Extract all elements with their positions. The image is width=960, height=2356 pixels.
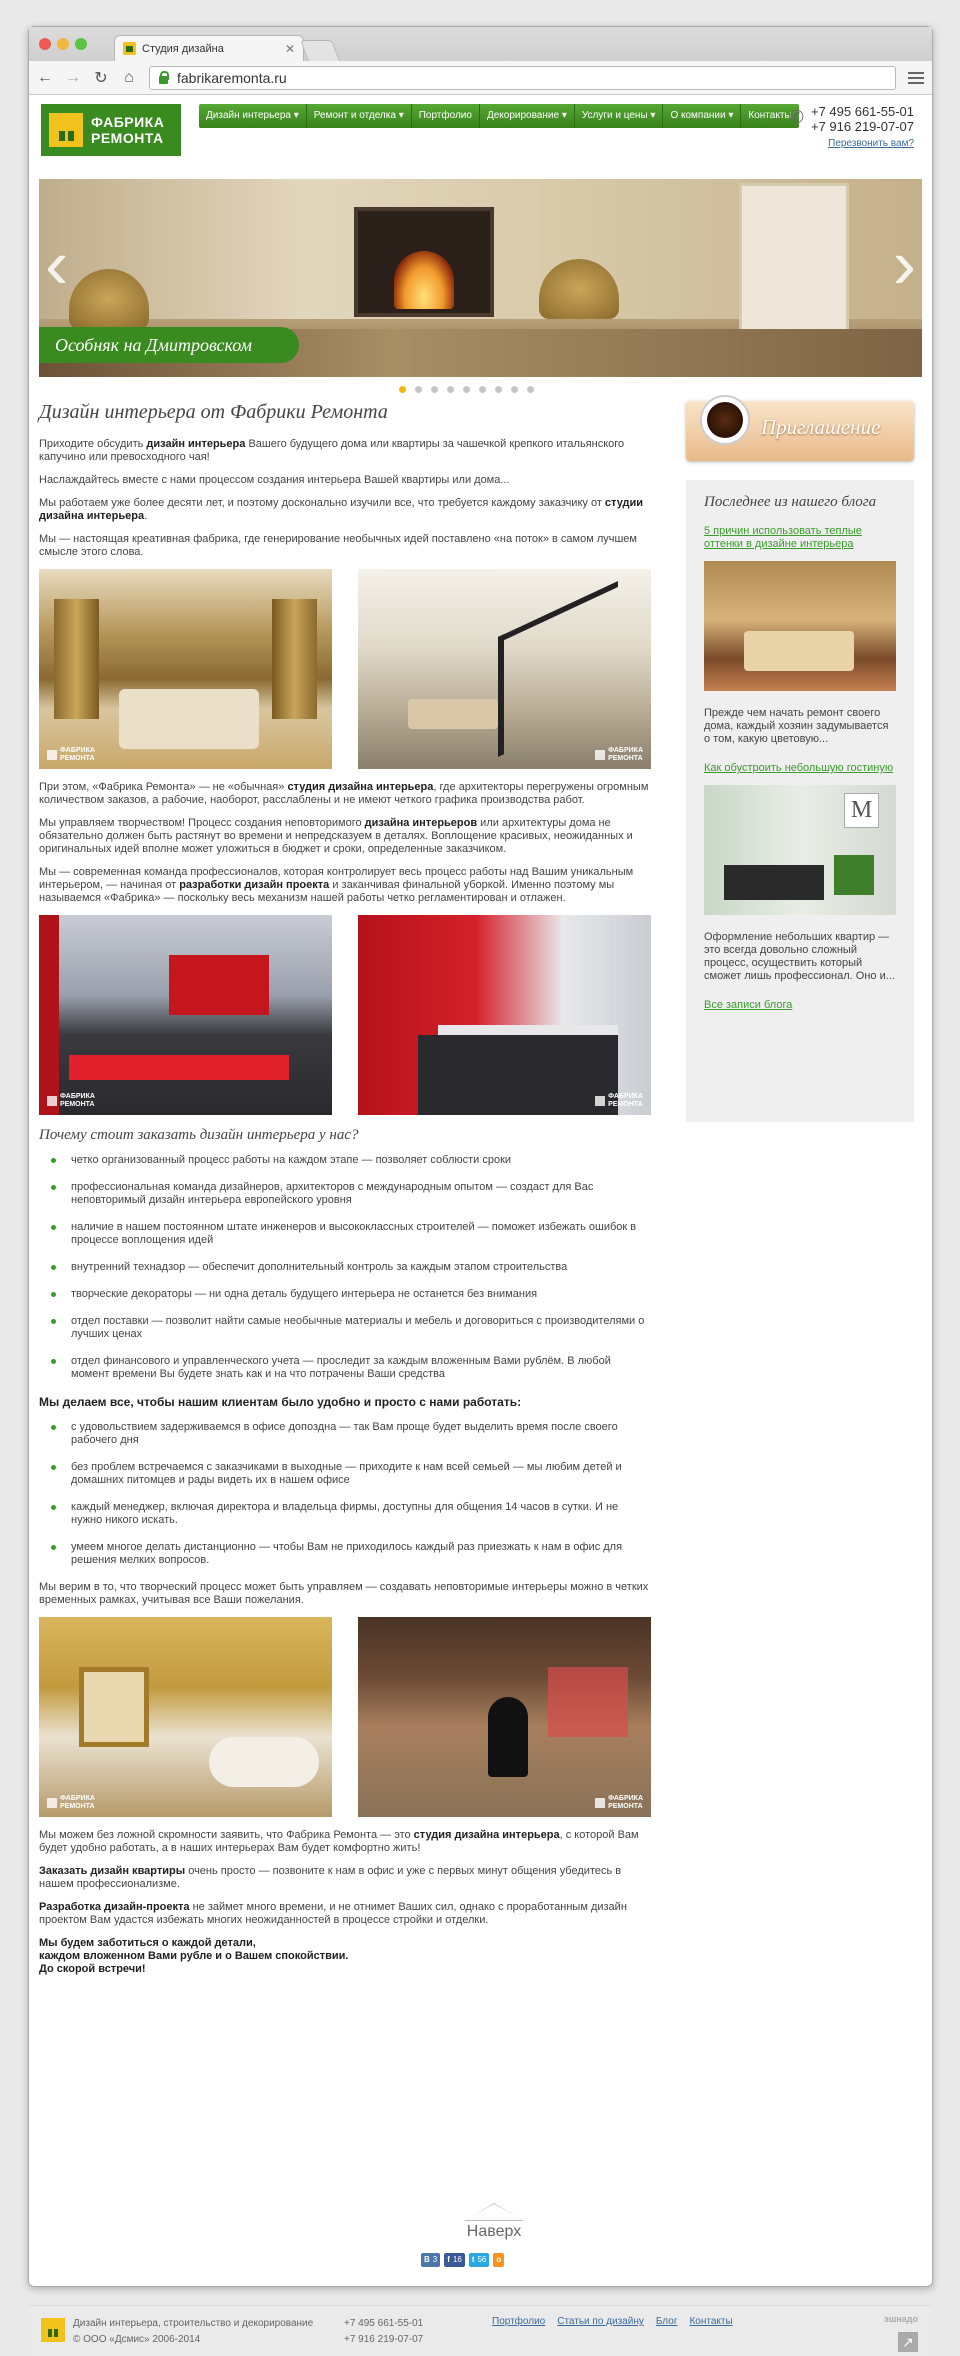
window-controls (39, 38, 87, 50)
footer-link-articles[interactable]: Статьи по дизайну (557, 2316, 644, 2327)
nav-item-renovation[interactable]: Ремонт и отделка ▾ (307, 104, 412, 128)
invitation-banner[interactable] (686, 401, 914, 461)
nav-item-decoration[interactable]: Декорирование ▾ (480, 104, 575, 128)
comfort-item: каждый менеджер, включая директора и владельца фирмы, доступны для общения 14 часов в сутки. И не нужно никого искать. (39, 1501, 651, 1527)
back-arrow-icon[interactable]: ← (37, 68, 53, 86)
close-window-button[interactable] (39, 38, 51, 50)
slider-dot[interactable] (399, 386, 406, 393)
photo-row-1 (39, 569, 651, 769)
photo-kitchen-2[interactable] (358, 915, 651, 1115)
main-navigation (199, 104, 799, 128)
blog-post-2-link[interactable]: Как обустроить небольшую гостиную (704, 762, 894, 774)
browser-tab[interactable] (114, 35, 304, 61)
nav-item-portfolio[interactable]: Портфолио (412, 104, 480, 128)
paragraph-process: Наслаждайтесь вместе с нами процессом создания интерьера Вашей квартиры или дома... (39, 474, 510, 486)
paragraph-factory: Мы — настоящая креативная фабрика, где генерирование необычных идей поставлено «на поток» в самом лучшем смысле этого слова. (39, 533, 637, 558)
blog-sidebar (686, 480, 914, 1122)
closing-statement: Мы будем заботиться о каждой детали, каждом вложенном Вами рубле и о Вашем спокойствии. До скорой встречи! (39, 1937, 349, 1975)
photo-watermark: ФАБРИКА РЕМОНТА (47, 1093, 95, 1109)
social-count: 56 (477, 2255, 487, 2264)
slide-caption[interactable]: Особняк на Дмитровском шоссе (39, 327, 299, 363)
comfort-item: без проблем встречаемся с заказчиками в выходные — приходите к нам всей семьей — мы любим детей и домашних питомцев и рады видеть их в нашем офисе (39, 1461, 651, 1487)
main-content (39, 401, 651, 1986)
paragraph-order: Заказать дизайн квартиры очень просто — позвоните к нам в офис и уже с первых минут общения убедитесь в нашем профессионализме. (39, 1865, 622, 1890)
photo-bedroom[interactable] (39, 569, 332, 769)
tab-bar (29, 27, 932, 61)
slider-dot[interactable] (463, 386, 470, 393)
social-share-button[interactable] (444, 2253, 465, 2267)
blog-post-2-image[interactable]: M (704, 785, 896, 915)
site-footer (29, 2305, 932, 2356)
social-icon: f (447, 2255, 450, 2264)
logo-line1: ФАБРИКА (91, 114, 165, 130)
phone-1: +7 495 661-55-01 (810, 104, 914, 119)
footer-phone-1: +7 495 661-55-01 (344, 2318, 424, 2329)
invitation-label: Приглашение (761, 415, 881, 439)
photo-watermark: ФАБРИКА РЕМОНТА (47, 1795, 95, 1811)
header-phones (788, 104, 914, 151)
reload-icon[interactable]: ↻ (94, 69, 108, 87)
slider-dot[interactable] (527, 386, 534, 393)
photo-dining-stairs[interactable] (358, 569, 651, 769)
back-to-top-button[interactable] (459, 2203, 529, 2241)
photo-kitchen-1[interactable] (39, 915, 332, 1115)
photo-row-2 (39, 915, 651, 1115)
footer-copyright: © ООО «Дсмис» 2006-2014 (73, 2334, 201, 2345)
phone-icon: ✆ (788, 107, 805, 127)
logo-text (91, 114, 164, 146)
footer-phone-2: +7 916 219-07-07 (344, 2334, 424, 2345)
photo-watermark: ФАБРИКА РЕМОНТА (595, 1795, 643, 1811)
browser-toolbar (29, 61, 932, 95)
paragraph-project: Разработка дизайн-проекта не займет много времени, и не отнимет Ваших сил, однако с проработанным дизайн проектом Вам удастся избежать многих неожиданностей в процессе стройки и отделки. (39, 1901, 627, 1926)
favicon-icon (123, 42, 136, 55)
why-us-heading: Почему стоит заказать дизайн интерьера у нас? (39, 1127, 359, 1143)
minimize-window-button[interactable] (57, 38, 69, 50)
why-item: профессиональная команда дизайнеров, архитекторов с международным опытом — создаст для Вас неповторимый дизайн интерьера европейского уровня (39, 1181, 651, 1207)
paragraph-experience: Мы работаем уже более десяти лет, и поэтому досконально изучили все, что требуется каждому заказчику от студии дизайна интерьера. (39, 497, 644, 522)
logo-house-icon (49, 113, 83, 147)
maximize-window-button[interactable] (75, 38, 87, 50)
footer-link-portfolio[interactable]: Портфолио (492, 2316, 546, 2327)
phone-2: +7 916 219-07-07 (810, 119, 914, 134)
photo-bathroom[interactable] (39, 1617, 332, 1817)
coffee-cup-icon (700, 395, 750, 445)
slider-dot[interactable] (415, 386, 422, 393)
slider-dot[interactable] (431, 386, 438, 393)
photo-living-fireplace[interactable] (358, 1617, 651, 1817)
photo-watermark: ФАБРИКА РЕМОНТА (595, 747, 643, 763)
comfort-heading: Мы делаем все, чтобы нашим клиентам было удобно и просто с нами работать: (39, 1395, 522, 1409)
site-logo[interactable] (41, 104, 181, 156)
logo-line2: РЕМОНТА (91, 130, 164, 146)
comfort-list (39, 1421, 651, 1567)
developer-logo[interactable]: эшнадо (883, 2314, 918, 2324)
new-tab-button[interactable] (300, 40, 340, 61)
social-share-button[interactable] (421, 2253, 440, 2267)
slider-prev-icon[interactable]: ‹ (45, 225, 69, 303)
blog-post-1-link[interactable]: 5 причин использовать теплые оттенки в дизайне интерьера (704, 525, 862, 550)
paragraph-not-ordinary: При этом, «Фабрика Ремонта» — не «обычная» студия дизайна интерьера, где архитекторы перегружены огромным количеством заказов, а рабочие, наоборот, расслаблены и не имеют четкого графика производства работ. (39, 781, 649, 806)
home-icon[interactable]: ⌂ (124, 68, 134, 86)
address-bar[interactable] (149, 66, 896, 90)
url-text: fabrikaremonta.ru (177, 69, 287, 86)
footer-info (73, 2316, 313, 2348)
blog-post-1-excerpt: Прежде чем начать ремонт своего дома, каждый хозяин задумывается о том, какую цветовую... (704, 707, 889, 745)
social-share-button[interactable] (493, 2253, 504, 2267)
photo-row-3 (39, 1617, 651, 1817)
slide-fire (394, 251, 454, 309)
nav-item-about[interactable]: О компании ▾ (663, 104, 741, 128)
slider-dot[interactable] (511, 386, 518, 393)
footer-logo-icon[interactable] (41, 2318, 65, 2342)
browser-menu-icon[interactable] (908, 72, 924, 84)
paragraph-claim: Мы можем без ложной скромности заявить, что Фабрика Ремонта — это студия дизайна интерьера, с которой Вам будет удобно работать, а в наших интерьерах Вам будет комфортно жить! (39, 1829, 639, 1854)
intro-paragraph: Приходите обсудить дизайн интерьера Вашего будущего дома или квартиры за чашечкой крепкого итальянского капучино или превосходного чая! (39, 438, 625, 463)
tab-close-icon[interactable]: ✕ (284, 41, 295, 56)
blog-post-2-excerpt: Оформление небольших квартир — это всегда довольно сложный процесс, осуществить который сможет лишь профессионал. Оно и... (704, 931, 895, 982)
nav-item-contacts[interactable]: Контакты (748, 110, 792, 121)
slider-dots (399, 386, 534, 393)
slider-next-icon[interactable]: › (892, 225, 916, 303)
slide-door (739, 183, 849, 333)
social-count: 3 (432, 2255, 438, 2264)
comfort-item: умеем многое делать дистанционно — чтобы Вам не приходилось каждый раз приезжать к нам в офис для решения мелких вопросов. (39, 1541, 651, 1567)
all-posts-link[interactable]: Все записи блога (704, 999, 793, 1011)
social-share-bar (421, 2253, 504, 2267)
why-item: четко организованный процесс работы на каждом этапе — позволяет соблюсти сроки (39, 1154, 651, 1167)
browser-window (28, 26, 933, 2350)
slider-dot[interactable] (479, 386, 486, 393)
lock-icon (158, 71, 169, 84)
callback-link[interactable]: Перезвонить вам? (828, 138, 914, 149)
slider-dot[interactable] (447, 386, 454, 393)
comfort-item: с удовольствием задерживаемся в офисе допоздна — так Вам проще будет выделить время после своего рабочего дня (39, 1421, 651, 1447)
blog-heading: Последнее из нашего блога (704, 494, 877, 510)
why-item: отдел поставки — позволит найти самые необычные материалы и мебель и договориться с производителями о лучших ценах (39, 1315, 651, 1341)
nav-item-design[interactable]: Дизайн интерьера ▾ (199, 104, 307, 128)
footer-arrow-icon[interactable]: ↗ (898, 2332, 918, 2352)
social-icon: о (496, 2255, 502, 2264)
why-item: творческие декораторы — ни одна деталь будущего интерьера не останется без внимания (39, 1288, 651, 1301)
footer-phones (344, 2316, 423, 2348)
footer-link-blog[interactable]: Блог (655, 2316, 678, 2327)
paragraph-creativity: Мы управляем творчеством! Процесс создания неповторимого дизайна интерьеров или архитектуры дома не обязательно должен быть растянут во времени и непредсказуем в деталях. Воплощение красивых, неожиданных и оригинальных идей вполне может уложиться в бюджет и сроки, определенные заказчиком. (39, 817, 633, 855)
photo-watermark: ФАБРИКА РЕМОНТА (595, 1093, 643, 1109)
paragraph-team: Мы — современная команда профессионалов, которая контролирует весь процесс работы над Вашим уникальным интерьером, — начиная от разработки дизайн проекта и заканчивая финальной уборкой. Именно поэтому мы называемся «Фабрика» — поскольку весь механизм нашей работы четко регламентирован и отлажен. (39, 866, 634, 904)
page-title: Дизайн интерьера от Фабрики Ремонта (39, 401, 388, 423)
why-item: наличие в нашем постоянном штате инженеров и высококлассных строителей — поможет избежать ошибок в процессе воплощения идей (39, 1221, 651, 1247)
nav-item-services[interactable]: Услуги и цены ▾ (575, 104, 664, 128)
social-share-button[interactable] (469, 2253, 490, 2267)
tab-title: Студия дизайна (142, 42, 224, 55)
social-count: 16 (452, 2255, 462, 2264)
hero-slider (39, 179, 922, 391)
photo-watermark: ФАБРИКА РЕМОНТА (47, 747, 95, 763)
footer-tagline: Дизайн интерьера, строительство и декорирование (73, 2318, 314, 2329)
footer-links (492, 2316, 733, 2327)
back-to-top-label: Наверх (466, 2223, 522, 2240)
blog-post-1-image[interactable] (704, 561, 896, 691)
why-item: внутренний технадзор — обеспечит дополнительный контроль за каждым этапом строительства (39, 1261, 651, 1274)
paragraph-belief: Мы верим в то, что творческий процесс может быть управляем — создавать неповторимые интерьеры можно в четких временных рамках, учитывая все Ваши пожелания. (39, 1581, 649, 1606)
chevron-up-icon (464, 2203, 524, 2221)
forward-arrow-icon[interactable]: → (65, 68, 81, 86)
social-icon: В (424, 2255, 430, 2264)
why-us-list (39, 1154, 651, 1381)
footer-link-contacts[interactable]: Контакты (689, 2316, 733, 2327)
slider-dot[interactable] (495, 386, 502, 393)
social-icon: t (471, 2255, 475, 2264)
why-item: отдел финансового и управленческого учета — проследит за каждым вложенным Вами рублём. В любой момент времени Вы будете знать как и на что потрачены Ваши средства (39, 1355, 651, 1381)
